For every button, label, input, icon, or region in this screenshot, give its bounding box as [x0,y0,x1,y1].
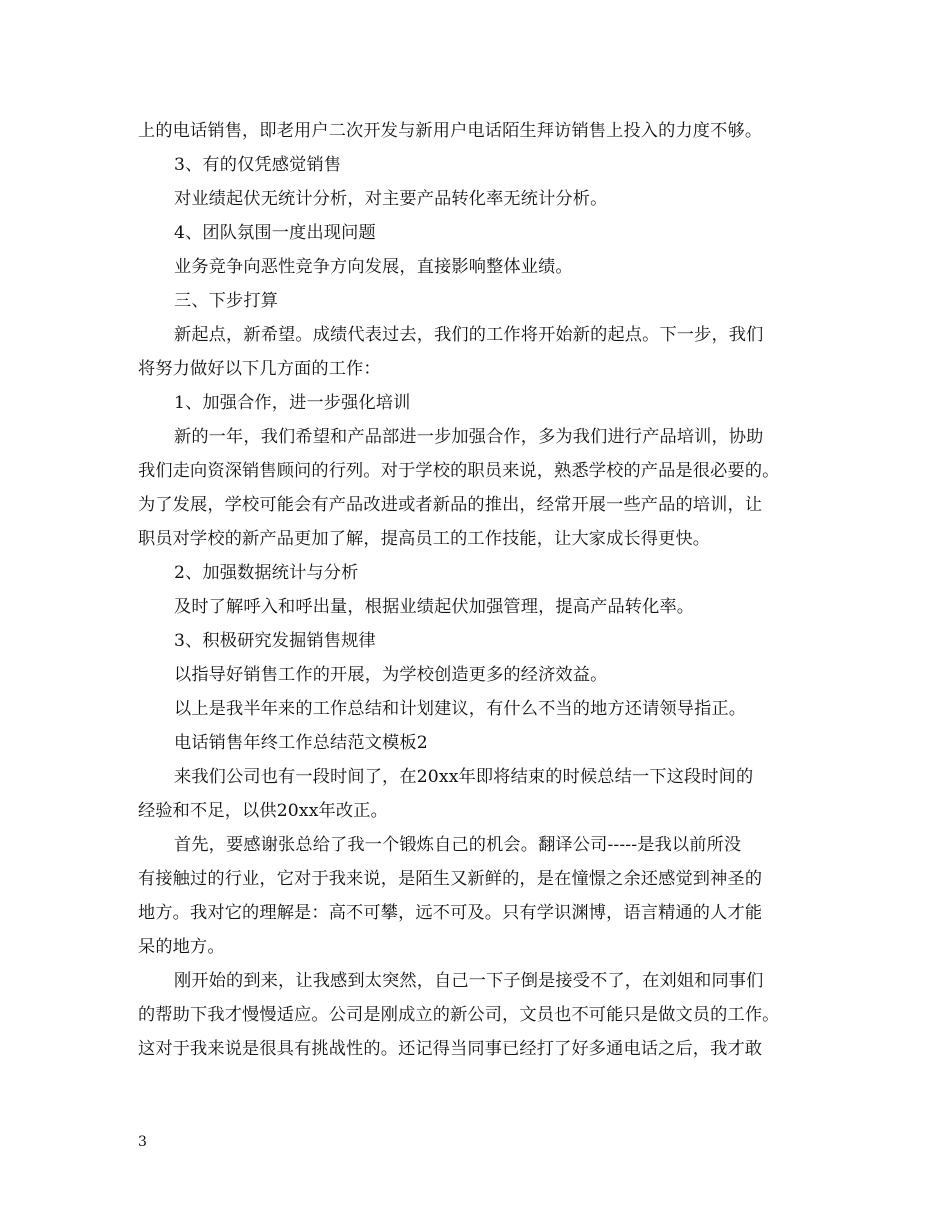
paragraph-line: 职员对学校的新产品更加了解，提高员工的工作技能，让大家成长得更快。 [138,529,711,549]
paragraph-line: 对业绩起伏无统计分析，对主要产品转化率无统计分析。 [174,189,608,209]
paragraph-line: 为了发展，学校可能会有产品改进或者新品的推出，经常开展一些产品的培训，让 [138,495,763,515]
paragraph-line: 的帮助下我才慢慢适应。公司是刚成立的新公司，文员也不可能只是做文员的工作。 [138,1005,780,1025]
paragraph-line: 地方。我对它的理解是：高不可攀，远不可及。只有学识渊博，语言精通的人才能 [138,903,763,923]
paragraph-line: 以上是我半年来的工作总结和计划建议，有什么不当的地方还请领导指正。 [174,699,747,719]
paragraph-line: 这对于我来说是很具有挑战性的。还记得当同事已经打了好多通电话之后，我才敢 [138,1039,763,1059]
section-heading: 三、下步打算 [174,291,279,311]
paragraph-line: 新起点，新希望。成绩代表过去，我们的工作将开始新的起点。下一步，我们 [174,325,764,345]
paragraph-line: 来我们公司也有一段时间了，在20xx年即将结束的时候总结一下这段时间的 [174,767,754,787]
section-heading: 4、团队氛围一度出现问题 [174,223,376,243]
page-number: 3 [138,1134,147,1150]
paragraph-line: 上的电话销售，即老用户二次开发与新用户电话陌生拜访销售上投入的力度不够。 [138,121,763,141]
paragraph-line: 有接触过的行业，它对于我来说，是陌生又新鲜的，是在憧憬之余还感觉到神圣的 [138,869,763,889]
paragraph-line: 及时了解呼入和呼出量，根据业绩起伏加强管理，提高产品转化率。 [174,597,695,617]
document-body [138,114,814,1066]
paragraph-line: 经验和不足，以供20xx年改正。 [138,801,388,821]
paragraph-line: 新的一年，我们希望和产品部进一步加强合作，多为我们进行产品培训，协助 [174,427,764,447]
section-heading: 3、积极研究发掘销售规律 [174,631,376,651]
section-heading: 1、加强合作，进一步强化培训 [174,393,411,413]
paragraph-line: 以指导好销售工作的开展，为学校创造更多的经济效益。 [174,665,608,685]
section-heading: 电话销售年终工作总结范文模板2 [174,733,428,753]
section-heading: 2、加强数据统计与分析 [174,563,359,583]
paragraph-line: 我们走向资深销售顾问的行列。对于学校的职员来说，熟悉学校的产品是很必要的。 [138,461,780,481]
paragraph-line: 呆的地方。 [138,937,225,957]
paragraph-line: 首先，要感谢张总给了我一个锻炼自己的机会。翻译公司-----是我以前所没 [174,835,742,855]
paragraph-line: 将努力做好以下几方面的工作： [138,359,381,379]
section-heading: 3、有的仅凭感觉销售 [174,155,342,175]
paragraph-line: 业务竞争向恶性竞争方向发展，直接影响整体业绩。 [174,257,573,277]
paragraph-line: 刚开始的到来，让我感到太突然，自己一下子倒是接受不了，在刘姐和同事们 [174,971,764,991]
